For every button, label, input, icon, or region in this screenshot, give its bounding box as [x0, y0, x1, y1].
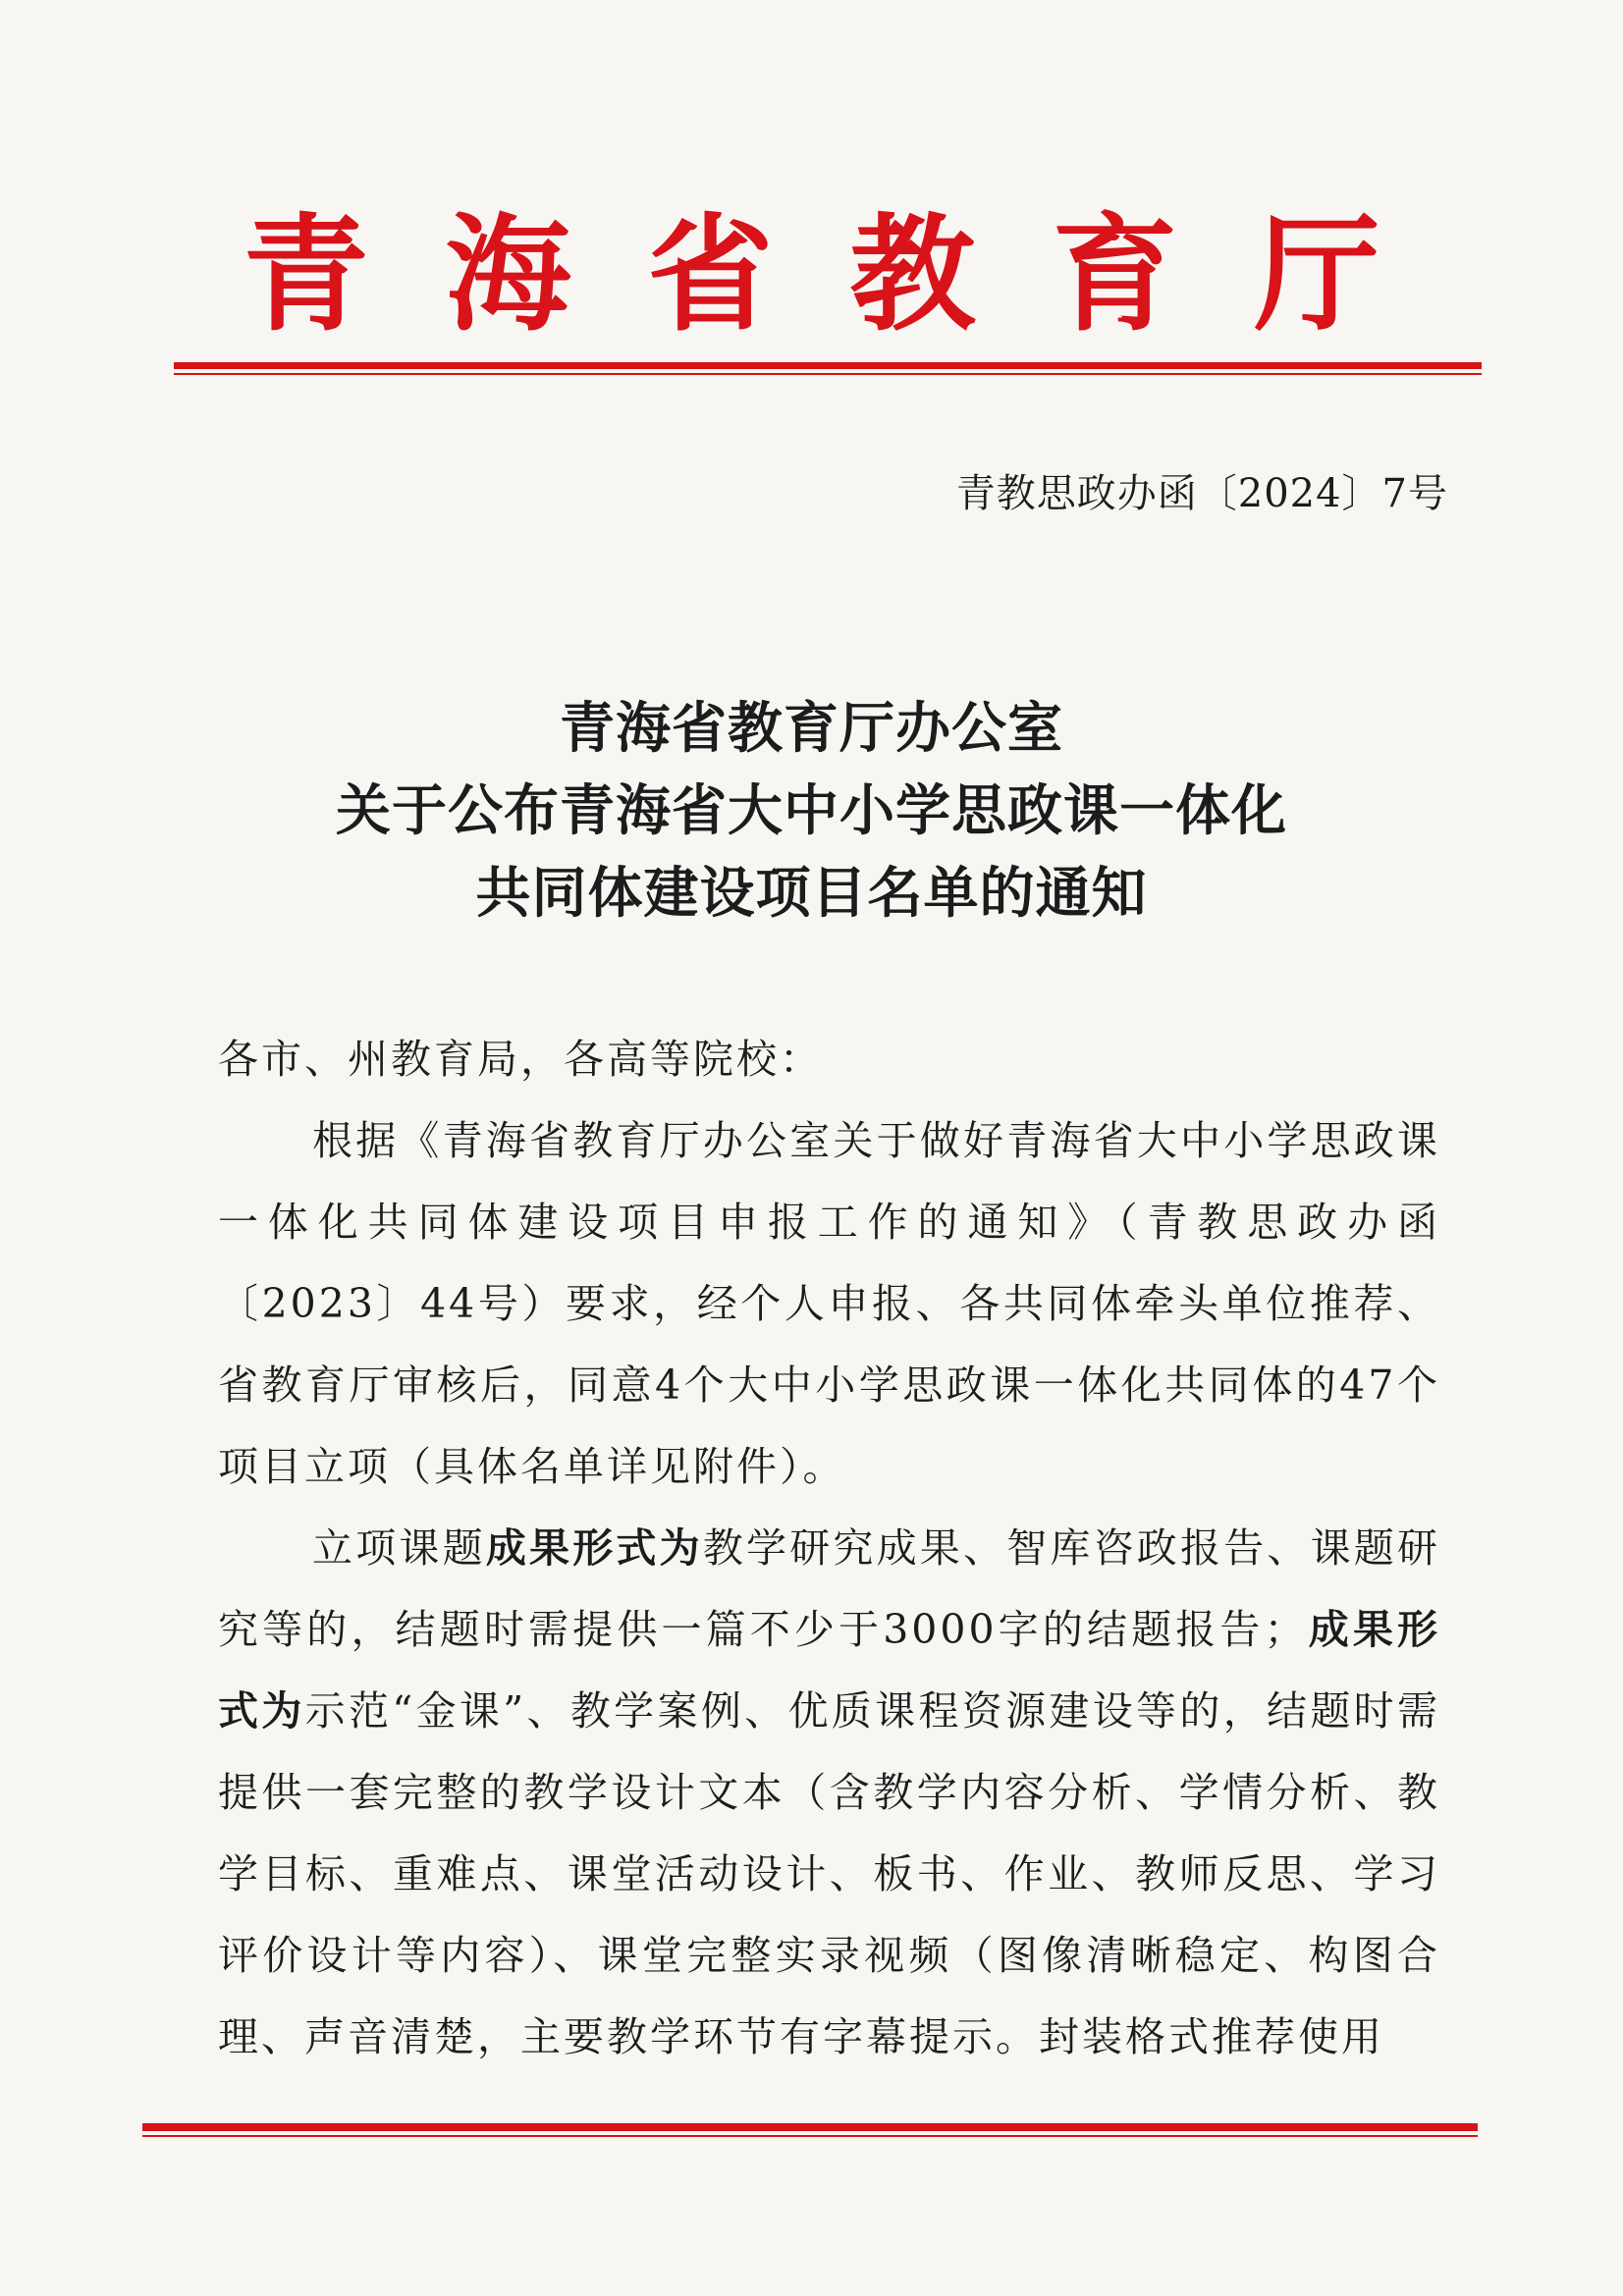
footer-red-rule	[142, 2123, 1478, 2131]
masthead-red-rule-thin	[174, 373, 1482, 375]
document-title	[0, 687, 1623, 934]
paragraph-2-text: 示范“金课”、教学案例、优质课程资源建设等的，结题时需提供一套完整的教学设计文本（含教学内容分析、学情分析、教学目标、重难点、课堂活动设计、板书、作业、教师反思、学习评价设计等内容）、课堂完整实录视频（图像清晰稳定、构图合理、声音清楚，主要教学环节有字幕提示。封装格式推荐使用	[218, 1687, 1441, 2060]
title-line-1: 青海省教育厅办公室	[560, 696, 1063, 761]
paragraph-2-text: 立项课题	[312, 1524, 486, 1572]
footer-red-rule-thin	[142, 2135, 1478, 2137]
title-line-3: 共同体建设项目名单的通知	[475, 861, 1148, 926]
masthead-title: 青海省教育厅	[243, 201, 1457, 348]
paragraph-1: 根据《青海省教育厅办公室关于做好青海省大中小学思政课一体化共同体建设项目申报工作的通知》（青教思政办函〔2023〕44号）要求，经个人申报、各共同体牵头单位推荐、省教育厅审核后，同意4个大中小学思政课一体化共同体的47个项目立项（具体名单详见附件）。	[218, 1117, 1440, 1490]
title-line-2: 关于公布青海省大中小学思政课一体化	[336, 778, 1287, 843]
paragraph-2	[218, 1508, 1440, 2078]
salutation: 各市、州教育局，各高等院校：	[218, 1036, 823, 1083]
masthead-red-rule	[174, 362, 1482, 369]
document-body	[218, 1019, 1440, 2078]
paragraph-2-bold-phrase: 成果形式为	[485, 1524, 703, 1572]
document-number: 青教思政办函〔2024〕7号	[955, 471, 1448, 516]
paragraph-2-bold-phrase: 成果形式为	[218, 1606, 1441, 1735]
paragraph-2-text: 教学研究成果、智库咨政报告、课题研究等的，结题时需提供一篇不少于3000字的结题报告；	[218, 1524, 1441, 1653]
